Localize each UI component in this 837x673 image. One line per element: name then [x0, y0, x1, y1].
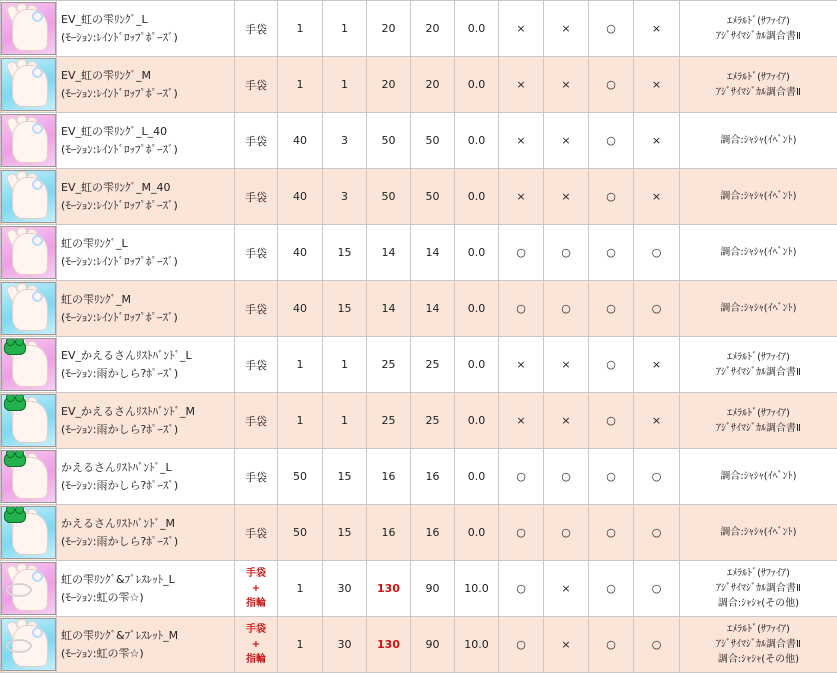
- flag-4: ×: [634, 1, 680, 57]
- item-name-cell: [57, 57, 235, 113]
- stat-3: 25: [367, 393, 411, 449]
- avatar-hand-image: [1, 226, 56, 279]
- stat-3: 20: [367, 57, 411, 113]
- equip-slot: 手袋: [235, 393, 278, 449]
- item-motion: (ﾓｰｼｮﾝ:雨かしら?ﾎﾟｰｽﾞ): [61, 365, 234, 383]
- item-name: 虹の雫ﾘﾝｸﾞ&ﾌﾞﾚｽﾚｯﾄ_L: [61, 571, 234, 589]
- flag-2: ○: [544, 225, 589, 281]
- acquisition-line: ｱｼﾞｻｲﾏｼﾞｶﾙ調合書Ⅱ: [680, 29, 837, 44]
- item-name-cell: [57, 113, 235, 169]
- stat-5: 0.0: [455, 225, 499, 281]
- item-thumbnail[interactable]: [1, 1, 57, 57]
- stat-5: 0.0: [455, 337, 499, 393]
- flag-4: ○: [634, 561, 680, 617]
- avatar-hand-image: [1, 618, 56, 671]
- flag-2: ×: [544, 337, 589, 393]
- acquisition-line: ｱｼﾞｻｲﾏｼﾞｶﾙ調合書Ⅱ: [680, 421, 837, 436]
- item-thumbnail[interactable]: [1, 617, 57, 673]
- stat-3: 14: [367, 281, 411, 337]
- acquisition-line: 調合:ｼｬｼｬ(ｲﾍﾞﾝﾄ): [680, 469, 837, 484]
- stat-1: 50: [278, 449, 323, 505]
- item-thumbnail[interactable]: [1, 505, 57, 561]
- flag-4: ○: [634, 505, 680, 561]
- stat-5: 0.0: [455, 113, 499, 169]
- item-motion: (ﾓｰｼｮﾝ:虹の雫☆): [61, 589, 234, 607]
- ring-icon: [32, 235, 43, 246]
- equip-slot: 手袋: [235, 281, 278, 337]
- flag-4: ×: [634, 337, 680, 393]
- flag-4: ×: [634, 169, 680, 225]
- flag-1: ○: [499, 617, 544, 673]
- stat-3: 14: [367, 225, 411, 281]
- flag-1: ×: [499, 393, 544, 449]
- item-name: 虹の雫ﾘﾝｸﾞ&ﾌﾞﾚｽﾚｯﾄ_M: [61, 627, 234, 645]
- item-name-cell: [57, 561, 235, 617]
- flag-3: ○: [589, 505, 634, 561]
- acquisition-cell: [680, 561, 837, 617]
- flag-2: ○: [544, 505, 589, 561]
- item-name-cell: [57, 281, 235, 337]
- flag-4: ○: [634, 281, 680, 337]
- table-row: [1, 1, 837, 57]
- stat-3: 25: [367, 337, 411, 393]
- table-row: [1, 393, 837, 449]
- stat-2: 15: [323, 505, 367, 561]
- bracelet-icon: [6, 639, 32, 653]
- avatar-hand-image: [1, 282, 56, 335]
- item-motion: (ﾓｰｼｮﾝ:ﾚｲﾝﾄﾞﾛｯﾌﾟﾎﾟｰｽﾞ): [61, 141, 234, 159]
- stat-2: 15: [323, 225, 367, 281]
- acquisition-line: ｴﾒﾗﾙﾄﾞ(ｻﾌｧｲｱ): [680, 70, 837, 85]
- stat-2: 30: [323, 561, 367, 617]
- acquisition-line: ｱｼﾞｻｲﾏｼﾞｶﾙ調合書Ⅱ: [680, 637, 837, 652]
- stat-5: 0.0: [455, 449, 499, 505]
- stat-5: 10.0: [455, 561, 499, 617]
- stat-4: 25: [411, 393, 455, 449]
- stat-1: 1: [278, 57, 323, 113]
- stat-4: 16: [411, 505, 455, 561]
- stat-1: 40: [278, 281, 323, 337]
- equip-slot: 手袋: [235, 169, 278, 225]
- stat-3: 16: [367, 449, 411, 505]
- item-name: EV_虹の雫ﾘﾝｸﾞ_M: [61, 67, 234, 85]
- flag-1: ×: [499, 113, 544, 169]
- equip-slot: 手袋: [235, 337, 278, 393]
- item-name-cell: [57, 337, 235, 393]
- stat-2: 1: [323, 393, 367, 449]
- avatar-hand-image: [1, 562, 56, 615]
- stat-2: 15: [323, 281, 367, 337]
- flag-2: ×: [544, 113, 589, 169]
- ring-icon: [32, 67, 43, 78]
- item-thumbnail[interactable]: [1, 337, 57, 393]
- flag-3: ○: [589, 393, 634, 449]
- stat-5: 0.0: [455, 281, 499, 337]
- table-row: [1, 505, 837, 561]
- stat-2: 3: [323, 113, 367, 169]
- acquisition-cell: [680, 337, 837, 393]
- item-name: EV_かえるさんﾘｽﾄﾊﾞﾝﾄﾞ_L: [61, 347, 234, 365]
- item-thumbnail[interactable]: [1, 281, 57, 337]
- flag-4: ○: [634, 225, 680, 281]
- flag-3: ○: [589, 617, 634, 673]
- item-name: 虹の雫ﾘﾝｸﾞ_L: [61, 235, 234, 253]
- item-thumbnail[interactable]: [1, 57, 57, 113]
- item-thumbnail[interactable]: [1, 393, 57, 449]
- flag-2: ×: [544, 1, 589, 57]
- stat-1: 1: [278, 337, 323, 393]
- table-row: [1, 337, 837, 393]
- equip-slot: 手袋: [235, 57, 278, 113]
- equip-slot: 手袋: [235, 1, 278, 57]
- flag-4: ×: [634, 113, 680, 169]
- stat-4: 20: [411, 57, 455, 113]
- acquisition-cell: [680, 617, 837, 673]
- avatar-hand-image: [1, 338, 56, 391]
- stat-4: 14: [411, 281, 455, 337]
- stat-3: 130: [367, 561, 411, 617]
- item-thumbnail[interactable]: [1, 169, 57, 225]
- stat-2: 1: [323, 337, 367, 393]
- acquisition-line: 調合:ｼｬｼｬ(ｲﾍﾞﾝﾄ): [680, 525, 837, 540]
- flag-2: ×: [544, 561, 589, 617]
- stat-4: 20: [411, 1, 455, 57]
- frog-wristband-icon: [4, 341, 26, 355]
- flag-3: ○: [589, 1, 634, 57]
- item-name-cell: [57, 1, 235, 57]
- item-name-cell: [57, 169, 235, 225]
- acquisition-line: ｱｼﾞｻｲﾏｼﾞｶﾙ調合書Ⅱ: [680, 581, 837, 596]
- frog-wristband-icon: [4, 397, 26, 411]
- stat-5: 0.0: [455, 505, 499, 561]
- flag-2: ○: [544, 449, 589, 505]
- stat-2: 1: [323, 57, 367, 113]
- item-motion: (ﾓｰｼｮﾝ:ﾚｲﾝﾄﾞﾛｯﾌﾟﾎﾟｰｽﾞ): [61, 85, 234, 103]
- acquisition-cell: [680, 1, 837, 57]
- flag-2: ×: [544, 57, 589, 113]
- acquisition-cell: [680, 281, 837, 337]
- table-row: [1, 113, 837, 169]
- frog-wristband-icon: [4, 453, 26, 467]
- stat-1: 1: [278, 561, 323, 617]
- item-motion: (ﾓｰｼｮﾝ:ﾚｲﾝﾄﾞﾛｯﾌﾟﾎﾟｰｽﾞ): [61, 309, 234, 327]
- table-row: [1, 57, 837, 113]
- flag-2: ○: [544, 281, 589, 337]
- item-name: かえるさんﾘｽﾄﾊﾞﾝﾄﾞ_L: [61, 459, 234, 477]
- frog-wristband-icon: [4, 509, 26, 523]
- stat-1: 1: [278, 393, 323, 449]
- flag-4: ×: [634, 393, 680, 449]
- flag-1: ×: [499, 1, 544, 57]
- flag-4: ○: [634, 617, 680, 673]
- item-name: EV_虹の雫ﾘﾝｸﾞ_L: [61, 11, 234, 29]
- item-name-cell: [57, 393, 235, 449]
- stat-1: 40: [278, 169, 323, 225]
- item-thumbnail[interactable]: [1, 561, 57, 617]
- stat-4: 50: [411, 113, 455, 169]
- stat-3: 50: [367, 169, 411, 225]
- avatar-hand-image: [1, 450, 56, 503]
- equip-slot: 手袋: [235, 505, 278, 561]
- item-motion: (ﾓｰｼｮﾝ:虹の雫☆): [61, 645, 234, 663]
- acquisition-line: 調合:ｼｬｼｬ(ｲﾍﾞﾝﾄ): [680, 189, 837, 204]
- ring-icon: [32, 11, 43, 22]
- flag-1: ×: [499, 169, 544, 225]
- flag-4: ×: [634, 57, 680, 113]
- item-thumbnail[interactable]: [1, 113, 57, 169]
- avatar-hand-image: [1, 2, 56, 55]
- item-thumbnail[interactable]: [1, 449, 57, 505]
- item-name: EV_かえるさんﾘｽﾄﾊﾞﾝﾄﾞ_M: [61, 403, 234, 421]
- table-row: [1, 281, 837, 337]
- stat-4: 50: [411, 169, 455, 225]
- stat-5: 0.0: [455, 393, 499, 449]
- table-row: [1, 169, 837, 225]
- flag-3: ○: [589, 281, 634, 337]
- stat-1: 1: [278, 617, 323, 673]
- stat-4: 16: [411, 449, 455, 505]
- ring-icon: [32, 179, 43, 190]
- acquisition-line: 調合:ｼｬｼｬ(その他): [680, 596, 837, 611]
- table-row: [1, 225, 837, 281]
- acquisition-line: ｴﾒﾗﾙﾄﾞ(ｻﾌｧｲｱ): [680, 622, 837, 637]
- acquisition-line: ｴﾒﾗﾙﾄﾞ(ｻﾌｧｲｱ): [680, 566, 837, 581]
- table-row: [1, 561, 837, 617]
- item-thumbnail[interactable]: [1, 225, 57, 281]
- item-name: 虹の雫ﾘﾝｸﾞ_M: [61, 291, 234, 309]
- stat-4: 25: [411, 337, 455, 393]
- flag-1: ○: [499, 561, 544, 617]
- stat-3: 50: [367, 113, 411, 169]
- flag-3: ○: [589, 113, 634, 169]
- flag-1: ○: [499, 505, 544, 561]
- table-row: [1, 617, 837, 673]
- acquisition-line: ｴﾒﾗﾙﾄﾞ(ｻﾌｧｲｱ): [680, 14, 837, 29]
- item-name: EV_虹の雫ﾘﾝｸﾞ_L_40: [61, 123, 234, 141]
- item-motion: (ﾓｰｼｮﾝ:雨かしら?ﾎﾟｰｽﾞ): [61, 421, 234, 439]
- flag-3: ○: [589, 225, 634, 281]
- stat-4: 90: [411, 561, 455, 617]
- acquisition-line: 調合:ｼｬｼｬ(ｲﾍﾞﾝﾄ): [680, 301, 837, 316]
- stat-5: 0.0: [455, 1, 499, 57]
- acquisition-cell: [680, 449, 837, 505]
- acquisition-line: 調合:ｼｬｼｬ(その他): [680, 652, 837, 667]
- item-motion: (ﾓｰｼｮﾝ:ﾚｲﾝﾄﾞﾛｯﾌﾟﾎﾟｰｽﾞ): [61, 197, 234, 215]
- stat-1: 40: [278, 225, 323, 281]
- flag-3: ○: [589, 57, 634, 113]
- bracelet-icon: [6, 583, 32, 597]
- flag-1: ○: [499, 225, 544, 281]
- ring-icon: [32, 627, 43, 638]
- stat-4: 14: [411, 225, 455, 281]
- avatar-hand-image: [1, 506, 56, 559]
- item-name: かえるさんﾘｽﾄﾊﾞﾝﾄﾞ_M: [61, 515, 234, 533]
- stat-2: 1: [323, 1, 367, 57]
- stat-4: 90: [411, 617, 455, 673]
- stat-5: 10.0: [455, 617, 499, 673]
- stat-3: 20: [367, 1, 411, 57]
- avatar-hand-image: [1, 58, 56, 111]
- equip-slot: 手袋: [235, 113, 278, 169]
- stat-1: 50: [278, 505, 323, 561]
- acquisition-cell: [680, 225, 837, 281]
- item-name-cell: [57, 505, 235, 561]
- acquisition-line: ｴﾒﾗﾙﾄﾞ(ｻﾌｧｲｱ): [680, 350, 837, 365]
- acquisition-line: ｱｼﾞｻｲﾏｼﾞｶﾙ調合書Ⅱ: [680, 85, 837, 100]
- acquisition-line: ｱｼﾞｻｲﾏｼﾞｶﾙ調合書Ⅱ: [680, 365, 837, 380]
- ring-icon: [32, 123, 43, 134]
- flag-3: ○: [589, 169, 634, 225]
- acquisition-line: 調合:ｼｬｼｬ(ｲﾍﾞﾝﾄ): [680, 133, 837, 148]
- acquisition-line: ｴﾒﾗﾙﾄﾞ(ｻﾌｧｲｱ): [680, 406, 837, 421]
- item-motion: (ﾓｰｼｮﾝ:ﾚｲﾝﾄﾞﾛｯﾌﾟﾎﾟｰｽﾞ): [61, 29, 234, 47]
- stat-2: 3: [323, 169, 367, 225]
- avatar-hand-image: [1, 170, 56, 223]
- acquisition-cell: [680, 393, 837, 449]
- flag-3: ○: [589, 561, 634, 617]
- flag-1: ×: [499, 337, 544, 393]
- equip-slot: 手袋 + 指輪: [235, 617, 278, 673]
- flag-1: ○: [499, 449, 544, 505]
- acquisition-cell: [680, 57, 837, 113]
- item-name-cell: [57, 449, 235, 505]
- flag-2: ×: [544, 393, 589, 449]
- stat-1: 40: [278, 113, 323, 169]
- equip-slot: 手袋: [235, 225, 278, 281]
- stat-5: 0.0: [455, 169, 499, 225]
- avatar-hand-image: [1, 394, 56, 447]
- item-motion: (ﾓｰｼｮﾝ:雨かしら?ﾎﾟｰｽﾞ): [61, 533, 234, 551]
- stat-5: 0.0: [455, 57, 499, 113]
- stat-1: 1: [278, 1, 323, 57]
- item-name: EV_虹の雫ﾘﾝｸﾞ_M_40: [61, 179, 234, 197]
- acquisition-line: 調合:ｼｬｼｬ(ｲﾍﾞﾝﾄ): [680, 245, 837, 260]
- flag-3: ○: [589, 449, 634, 505]
- ring-icon: [32, 571, 43, 582]
- equip-slot: 手袋: [235, 449, 278, 505]
- flag-3: ○: [589, 337, 634, 393]
- table-row: [1, 449, 837, 505]
- equip-slot: 手袋 + 指輪: [235, 561, 278, 617]
- flag-4: ○: [634, 449, 680, 505]
- flag-2: ×: [544, 617, 589, 673]
- stat-3: 130: [367, 617, 411, 673]
- stat-2: 30: [323, 617, 367, 673]
- item-name-cell: [57, 225, 235, 281]
- acquisition-cell: [680, 505, 837, 561]
- acquisition-cell: [680, 113, 837, 169]
- flag-1: ○: [499, 281, 544, 337]
- item-motion: (ﾓｰｼｮﾝ:雨かしら?ﾎﾟｰｽﾞ): [61, 477, 234, 495]
- acquisition-cell: [680, 169, 837, 225]
- flag-2: ×: [544, 169, 589, 225]
- flag-1: ×: [499, 57, 544, 113]
- item-motion: (ﾓｰｼｮﾝ:ﾚｲﾝﾄﾞﾛｯﾌﾟﾎﾟｰｽﾞ): [61, 253, 234, 271]
- stat-2: 15: [323, 449, 367, 505]
- stat-3: 16: [367, 505, 411, 561]
- avatar-hand-image: [1, 114, 56, 167]
- ring-icon: [32, 291, 43, 302]
- item-name-cell: [57, 617, 235, 673]
- item-table-body: [1, 1, 837, 673]
